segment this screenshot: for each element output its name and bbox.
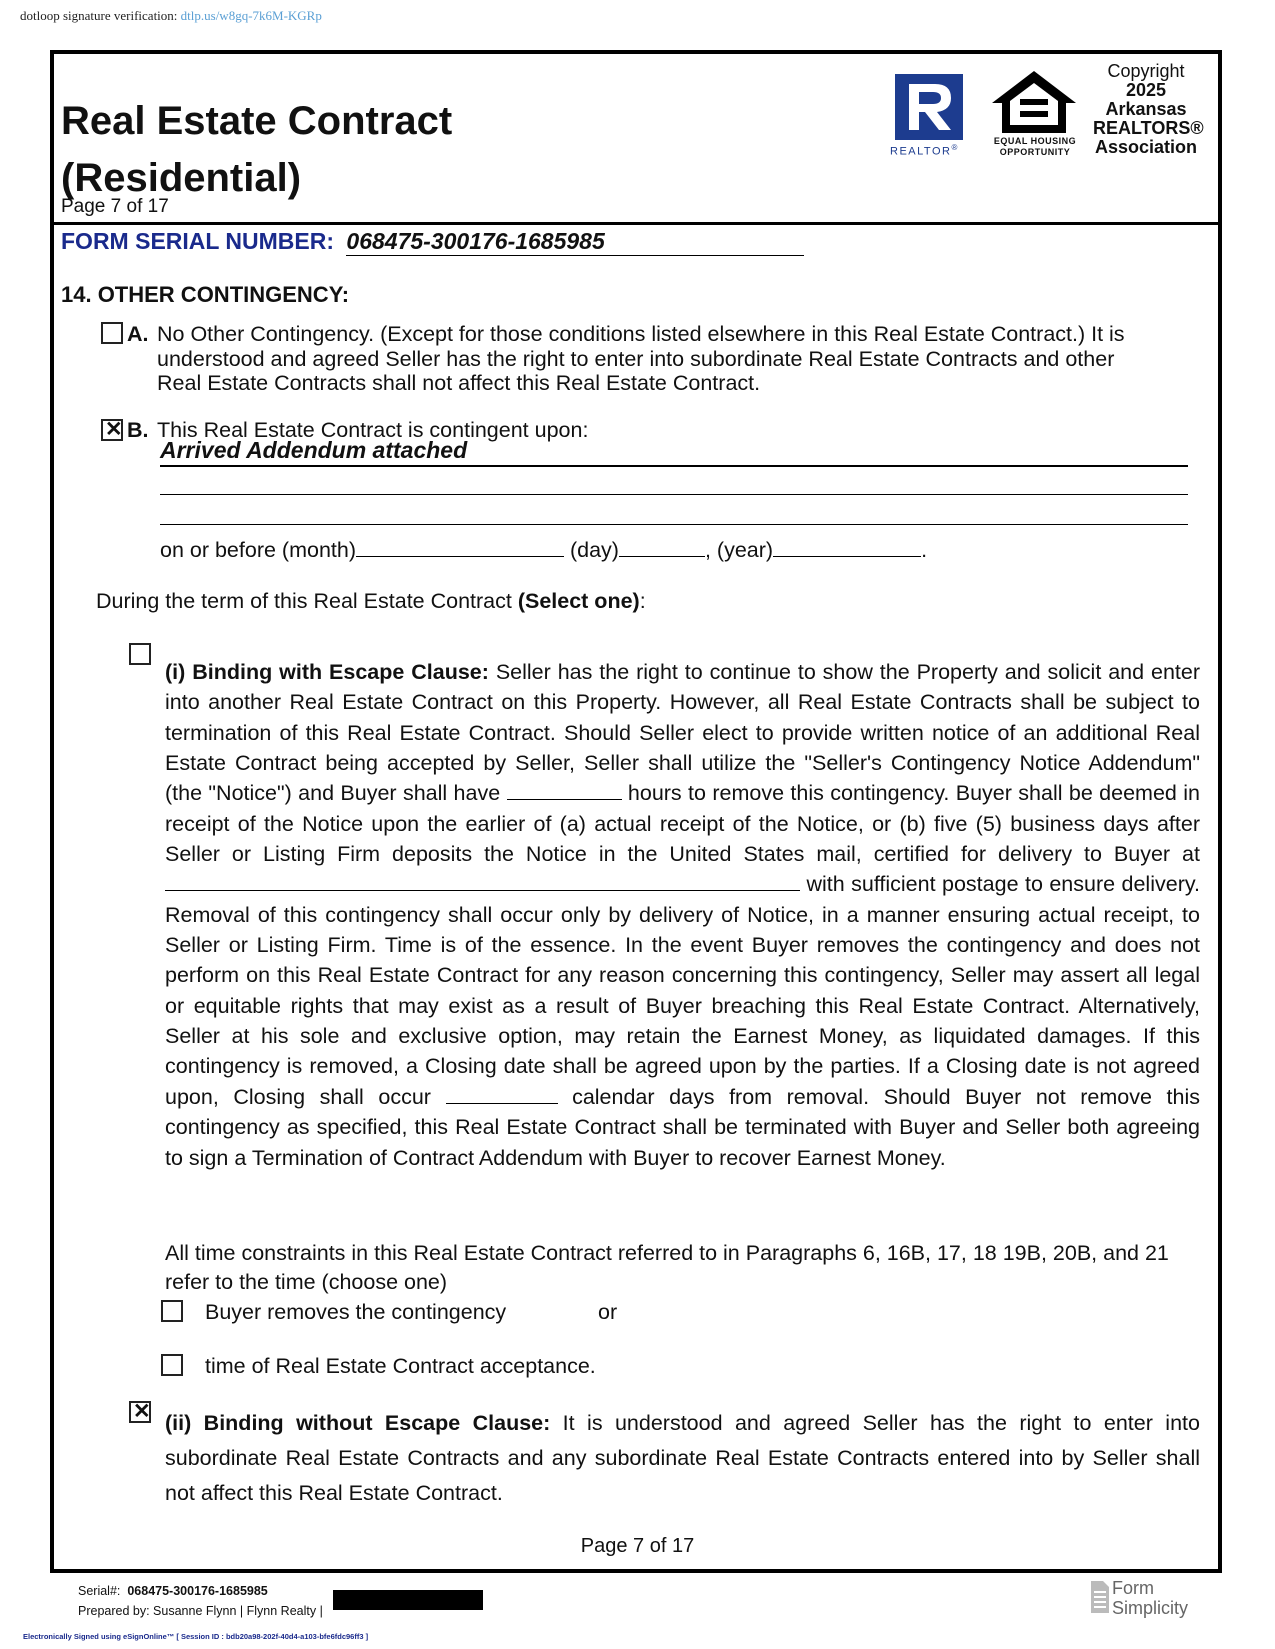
contingency-line-2[interactable] [160,494,1188,495]
checkbox-binding-with-escape[interactable] [129,643,151,665]
term-select-one: (Select one) [517,589,640,613]
deadline-date-row [160,538,927,563]
option-a-line-1: No Other Contingency. (Except for those conditions listed elsewhere in this Real Estate Contract.) It is [157,322,1125,346]
page-indicator-bottom: Page 7 of 17 [580,1535,695,1557]
page-indicator-top: Page 7 of 17 [61,196,169,217]
checkbox-binding-without-escape[interactable] [129,1401,151,1423]
closing-days-field[interactable] [446,1085,558,1104]
option-i-text-1: Seller has the right to continue to show the Property and solicit and enter into another Real Estate Contract on this Property. However, all Real Estate Contracts shall be subject to termination of this Real Estate Contract. Should Seller elect to provide written notice of an additional Real Estate Contract being accepted by Seller, Seller shall utilize the "Seller's Contingency Notice Addendum" (the "Notice") and Buyer shall have [165,660,1200,806]
copyright-state: Arkansas [1105,99,1187,119]
dotloop-verification [20,8,322,24]
option-ii-label: (ii) Binding without Escape Clause: [165,1411,551,1435]
deadline-period: . [921,538,928,562]
serial-value: 068475-300176-1685985 [346,228,804,256]
term-text: During the term of this Real Estate Contract [96,589,518,613]
footer-info [78,1581,323,1621]
checkbox-contract-acceptance[interactable] [161,1354,183,1376]
redacted-signature [333,1590,483,1610]
form-simplicity-brand [1112,1578,1188,1618]
option-i-text-2: hours to remove this contingency. Buyer shall be deemed in receipt of the Notice upon the earlier of (a) actual receipt of the Notice, or (b) five (5) business days after Seller or Listing Firm deposits the Notice in the United States mail, certified for delivery to Buyer at [165,781,1200,867]
term-colon: : [639,589,646,613]
contingency-line-1 [160,465,1188,467]
option-a-text [157,322,1200,396]
contingency-filled-value[interactable]: Arrived Addendum attached [160,437,468,463]
deadline-year-field[interactable] [773,538,921,557]
esign-session-note: Electronically Signed using eSignOnline™ [ Session ID : bdb20a98-202f-40d4-a103-bfe6fdc96ff3 ] [23,1632,369,1641]
eho-line-1: EQUAL HOUSING [993,136,1077,146]
realtor-wordmark [890,143,959,158]
realtor-logo-icon [895,74,963,140]
deadline-day-field[interactable] [619,538,705,557]
option-i-text-3: with sufficient postage to ensure delivery. Removal of this contingency shall occur only by delivery of Notice, in a manner ensuring actual receipt, to Seller or Listing Firm. Time is of the essence. In the event Buyer removes the contingency and does not perform on this Real Estate Contract for any reason concerning this contingency, Seller may assert all legal or equitable rights that may exist as a result of Buyer breaching this Real Estate Contract. Alternatively, Seller at his sole and exclusive option, may retain the Earnest Money, as liquidated damages. If this contingency is removed, a Closing date shall be agreed upon by the parties. If a Closing date is not agreed upon, Closing shall occur [165,872,1200,1109]
deadline-year-label: , (year) [704,538,774,562]
equal-housing-icon [988,67,1080,137]
title-line-1: Real Estate Contract [61,99,453,143]
option-b-letter: B. [127,418,149,442]
choice-or: or [598,1300,618,1324]
option-a-line-3: Real Estate Contracts shall not affect this Real Estate Contract. [157,371,761,395]
option-i-text-4: calendar days from removal. Should Buyer not remove this contingency as specified, this Real Estate Contract shall be terminated with Buyer and Seller both agreeing to sign a Termination of Contract Addendum with Buyer to recover Earnest Money. [165,1084,1200,1170]
footer-prepared-by: Prepared by: Susanne Flynn | Flynn Realty | [78,1604,323,1618]
option-i-paragraph [165,657,1200,1173]
option-a-line-2: understood and agreed Seller has the right to enter into subordinate Real Estate Contracts and other [157,346,1115,371]
serial-label: FORM SERIAL NUMBER: [61,228,335,254]
realtor-registered: ® [951,143,959,152]
section-title: 14. OTHER CONTINGENCY: [61,282,350,307]
equal-housing-label [990,136,1080,158]
option-a-letter: A. [127,322,149,346]
copyright-year: 2025 [1125,80,1167,100]
copyright-line: Copyright [1107,61,1185,81]
time-constraints-text: All time constraints in this Real Estate Contract referred to in Paragraphs 6, 16B, 17, 18 19B, 20B, and 21 refer to the time (choose one) [165,1241,1169,1294]
copyright-block [1093,61,1204,157]
checkbox-no-other-contingency[interactable] [101,322,123,344]
footer-serial-value: 068475-300176-1685985 [127,1584,268,1598]
title-line-2: (Residential) [61,156,302,200]
header-divider [54,222,1218,225]
remove-hours-field[interactable] [507,781,622,800]
brand-line-1: Form [1112,1578,1154,1598]
copyright-org: REALTORS® [1093,118,1204,138]
form-simplicity-doc-icon [1090,1580,1110,1619]
copyright-association: Association [1094,137,1198,157]
choice-contract-acceptance: time of Real Estate Contract acceptance. [205,1354,596,1378]
option-b-text: This Real Estate Contract is contingent upon: [157,418,589,442]
verification-label: dotloop signature verification: [20,8,178,23]
form-serial-row [61,228,804,256]
deadline-month-label: on or before (month) [160,538,356,562]
term-selection-text [96,589,646,614]
contingency-line-3[interactable] [160,524,1188,525]
option-ii-paragraph [165,1406,1200,1511]
deadline-day-label: (day) [569,538,619,562]
buyer-address-field[interactable] [165,872,800,891]
realtor-label: REALTOR [890,145,952,158]
checkbox-buyer-removes[interactable] [161,1300,183,1322]
form-title [61,93,452,207]
checkbox-contingent-upon[interactable] [101,419,123,441]
deadline-month-field[interactable] [356,538,564,557]
option-i-label: (i) Binding with Escape Clause: [165,660,489,684]
footer-serial-label: Serial#: [78,1584,121,1598]
choice-buyer-removes: Buyer removes the contingency [205,1300,507,1324]
option-ii-text: It is understood and agreed Seller has the right to enter into subordinate Real Estate Contracts and any subordinate Real Estate Contracts entered into by Seller shall not affect this Real Estate Contract. [165,1411,1200,1505]
verification-link[interactable]: dtlp.us/w8gq-7k6M-KGRp [180,8,322,23]
eho-line-2: OPPORTUNITY [999,147,1071,157]
brand-line-2: Simplicity [1112,1598,1189,1618]
